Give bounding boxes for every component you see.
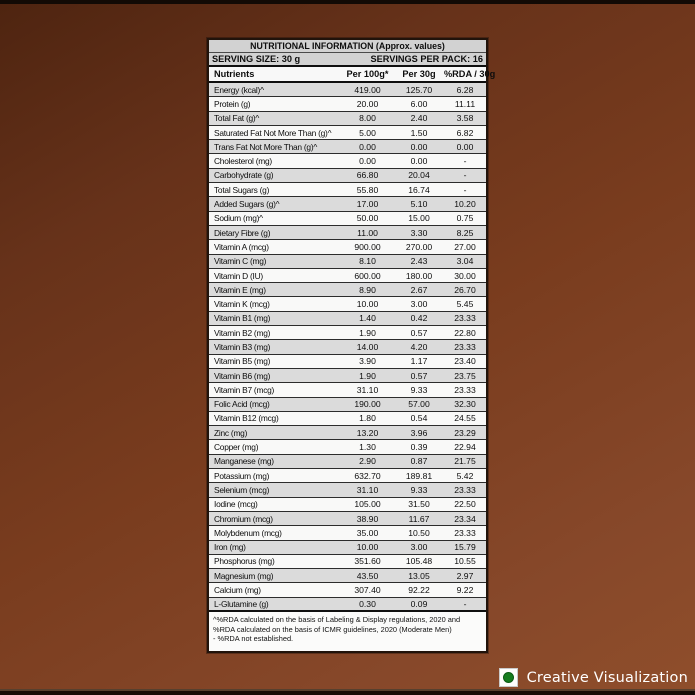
nutrient-name: Vitamin B2 (mg) xyxy=(214,327,271,338)
nutrient-value: 0.00 xyxy=(410,156,428,167)
nutrient-name: Vitamin B5 (mg) xyxy=(214,356,271,367)
nutrient-value: 5.45 xyxy=(456,299,474,310)
nutrient-value: 23.33 xyxy=(454,313,476,324)
nutrient-value: 92.22 xyxy=(408,585,430,596)
nutrient-name: Vitamin B3 (mg) xyxy=(214,341,271,352)
nutrient-value: 22.50 xyxy=(454,499,476,510)
nutrient-value: 13.20 xyxy=(356,427,379,438)
nutrient-value: 900.00 xyxy=(354,241,381,252)
nutrient-name: Vitamin K (mcg) xyxy=(214,299,270,310)
nutrient-value: 10.20 xyxy=(454,199,476,210)
nutrient-value: 3.04 xyxy=(456,256,474,267)
nutrient-value: 14.00 xyxy=(356,341,379,352)
nutrient-name: Total Sugars (g) xyxy=(214,184,270,195)
nutrient-value: 419.00 xyxy=(354,84,381,95)
nutrient-value: 8.25 xyxy=(456,227,474,238)
nutrient-value: 30.00 xyxy=(454,270,476,281)
nutrient-name: Vitamin D (IU) xyxy=(214,270,263,281)
nutrient-value: 38.90 xyxy=(356,513,379,524)
nutrient-value: 3.58 xyxy=(456,113,474,124)
table-row xyxy=(209,154,486,168)
nutrient-name: Selenium (mcg) xyxy=(214,484,270,495)
nutrient-value: 10.55 xyxy=(454,556,476,567)
nutrient-value: 600.00 xyxy=(354,270,381,281)
nutrient-value: 2.43 xyxy=(410,256,428,267)
nutrient-value: 11.00 xyxy=(357,227,378,238)
table-row xyxy=(209,541,486,555)
nutrient-value: 1.50 xyxy=(410,127,428,138)
creative-visualization-badge xyxy=(499,668,688,687)
nutrient-value: 31.10 xyxy=(356,484,379,495)
nutrient-name: Sodium (mg)^ xyxy=(214,213,263,224)
nutrient-name: Iron (mg) xyxy=(214,542,246,553)
badge-label: Creative Visualization xyxy=(526,669,688,686)
table-row xyxy=(209,226,486,240)
nutrient-value: 0.57 xyxy=(410,327,428,338)
table-row xyxy=(209,197,486,211)
nutrient-value: 8.10 xyxy=(359,256,376,267)
footnote xyxy=(209,612,486,651)
nutrient-name: L-Glutamine (g) xyxy=(214,598,269,609)
nutrient-value: 0.42 xyxy=(410,313,428,324)
table-row xyxy=(209,83,486,97)
column-header-per-30g: Per 30g xyxy=(402,69,436,79)
nutrient-name: Manganese (mg) xyxy=(214,456,274,467)
nutrient-value: 0.30 xyxy=(359,598,376,609)
nutrient-value: 55.80 xyxy=(356,184,379,195)
nutrient-name: Molybdenum (mcg) xyxy=(214,527,282,538)
nutrient-value: 0.87 xyxy=(410,456,428,467)
table-row xyxy=(209,426,486,440)
nutrient-value: 1.30 xyxy=(359,442,376,453)
nutrient-name: Vitamin E (mg) xyxy=(214,284,266,295)
nutrient-name: Vitamin B6 (mg) xyxy=(214,370,271,381)
nutrient-value: 351.60 xyxy=(354,556,381,567)
nutrient-name: Energy (kcal)^ xyxy=(214,84,264,95)
nutrient-value: 20.00 xyxy=(356,98,379,109)
nutrient-value: 1.80 xyxy=(359,413,376,424)
table-row xyxy=(209,169,486,183)
nutrient-value: 0.57 xyxy=(410,370,428,381)
nutrient-value: 23.29 xyxy=(454,427,476,438)
nutrient-name: Iodine (mcg) xyxy=(214,499,258,510)
nutrient-name: Magnesium (mg) xyxy=(214,570,274,581)
nutrient-value: 20.04 xyxy=(408,170,430,181)
nutrient-name: Chromium (mcg) xyxy=(214,513,273,524)
veg-symbol-dot xyxy=(503,672,514,683)
table-row xyxy=(209,326,486,340)
column-header-rda: %RDA / 30g xyxy=(444,69,496,79)
nutrient-value: 189.81 xyxy=(405,470,433,481)
nutrient-value: 6.28 xyxy=(456,84,474,95)
nutrient-value: 22.80 xyxy=(454,327,476,338)
serving-size: SERVING SIZE: 30 g xyxy=(212,54,301,64)
nutrient-value: 0.75 xyxy=(456,213,474,224)
nutrient-value: - xyxy=(463,156,467,167)
table-row xyxy=(209,583,486,597)
nutrient-value: 26.70 xyxy=(454,284,476,295)
footnote-not-established: - %RDA not established. xyxy=(213,634,294,644)
nutrient-value: 23.33 xyxy=(454,341,476,352)
nutrient-value: 11.11 xyxy=(454,98,476,109)
nutrient-value: 31.10 xyxy=(356,384,379,395)
nutrient-name: Copper (mg) xyxy=(214,442,259,453)
serving-info-row xyxy=(209,53,486,67)
nutrient-name: Vitamin B12 (mcg) xyxy=(214,413,279,424)
nutrient-name: Vitamin B7 (mcg) xyxy=(214,384,275,395)
nutrient-value: 35.00 xyxy=(356,527,379,538)
table-row xyxy=(209,297,486,311)
nutrient-name: Calcium (mg) xyxy=(214,585,261,596)
nutrient-value: 3.96 xyxy=(410,427,428,438)
nutrient-value: 21.75 xyxy=(454,456,476,467)
nutrient-value: 23.33 xyxy=(454,527,476,538)
table-row xyxy=(209,569,486,583)
nutrient-value: 307.40 xyxy=(354,585,381,596)
table-row xyxy=(209,140,486,154)
table-row xyxy=(209,369,486,383)
nutrient-value: 23.75 xyxy=(454,370,476,381)
nutrient-value: 8.90 xyxy=(359,284,376,295)
table-row xyxy=(209,269,486,283)
nutrient-name: Phosphorus (mg) xyxy=(214,556,275,567)
column-header-row xyxy=(209,67,496,83)
nutrient-value: 105.00 xyxy=(354,499,381,510)
table-row xyxy=(209,283,486,297)
nutrient-value: 1.90 xyxy=(359,370,376,381)
nutrient-value: 0.39 xyxy=(410,442,428,453)
nutrient-name: Saturated Fat Not More Than (g)^ xyxy=(214,127,332,138)
table-row xyxy=(209,383,486,397)
nutrient-value: 4.20 xyxy=(410,341,428,352)
nutrient-value: 105.48 xyxy=(405,556,433,567)
nutrient-value: 0.00 xyxy=(359,156,376,167)
table-row xyxy=(209,498,486,512)
footnote-rda-basis: ^%RDA calculated on the basis of Labeling & Display regulations, 2020 and %RDA calculated on the basis of ICMR guidelines, 2020 (Moderate Men) xyxy=(213,614,461,634)
nutrient-value: 5.00 xyxy=(359,127,376,138)
nutrient-value: 22.94 xyxy=(454,442,476,453)
nutrient-value: 3.90 xyxy=(359,356,376,367)
nutrient-value: 6.82 xyxy=(456,127,474,138)
nutrient-value: 2.40 xyxy=(410,113,428,124)
nutrient-value: 0.54 xyxy=(410,413,428,424)
nutrient-value: 13.05 xyxy=(408,570,430,581)
table-row xyxy=(209,412,486,426)
table-row xyxy=(209,440,486,454)
nutrient-name: Dietary Fibre (g) xyxy=(214,227,271,238)
nutrient-value: 23.33 xyxy=(454,384,476,395)
nutrient-name: Zinc (mg) xyxy=(214,427,248,438)
table-row xyxy=(209,255,486,269)
nutrient-value: 3.00 xyxy=(410,299,428,310)
nutrient-value: 190.00 xyxy=(354,399,381,410)
nutrient-name: Added Sugars (g)^ xyxy=(214,199,280,210)
nutrient-value: - xyxy=(463,184,467,195)
nutrient-value: 1.90 xyxy=(359,327,376,338)
nutrient-value: - xyxy=(463,170,467,181)
nutrient-name: Vitamin C (mg) xyxy=(214,256,267,267)
table-row xyxy=(209,183,486,197)
nutrient-value: 32.30 xyxy=(454,399,476,410)
nutrient-value: 1.40 xyxy=(359,313,376,324)
nutrient-value: - xyxy=(463,598,467,609)
table-row xyxy=(209,512,486,526)
nutrient-value: 16.74 xyxy=(408,184,430,195)
nutrient-value: 50.00 xyxy=(356,213,379,224)
nutrient-value: 57.00 xyxy=(408,399,430,410)
table-row xyxy=(209,340,486,354)
nutrient-value: 3.30 xyxy=(410,227,428,238)
table-row xyxy=(209,126,486,140)
nutrient-value: 43.50 xyxy=(356,570,379,581)
nutrient-value: 24.55 xyxy=(454,413,476,424)
nutrient-value: 0.09 xyxy=(410,598,428,609)
table-row xyxy=(209,398,486,412)
nutrient-value: 66.80 xyxy=(356,170,379,181)
table-row xyxy=(209,555,486,569)
table-title: NUTRITIONAL INFORMATION (Approx. values) xyxy=(209,40,486,53)
nutrient-value: 23.34 xyxy=(454,513,476,524)
table-row xyxy=(209,212,486,226)
nutrient-value: 2.90 xyxy=(359,456,376,467)
nutrient-value: 8.00 xyxy=(359,113,376,124)
nutrient-value: 10.00 xyxy=(356,299,379,310)
column-header-nutrients: Nutrients xyxy=(214,69,255,79)
table-row xyxy=(209,526,486,540)
nutrient-value: 15.79 xyxy=(454,542,476,553)
nutrient-name: Carbohydrate (g) xyxy=(214,170,274,181)
nutrient-value: 0.00 xyxy=(359,141,376,152)
nutrient-name: Folic Acid (mcg) xyxy=(214,399,270,410)
nutrient-value: 125.70 xyxy=(405,84,433,95)
servings-per-pack: SERVINGS PER PACK: 16 xyxy=(370,54,483,64)
nutrient-value: 27.00 xyxy=(454,241,476,252)
nutrient-rows xyxy=(209,83,486,612)
nutrient-value: 0.00 xyxy=(456,141,474,152)
nutrient-value: 10.00 xyxy=(356,542,379,553)
nutrient-name: Vitamin B1 (mg) xyxy=(214,313,271,324)
table-row xyxy=(209,355,486,369)
nutrient-value: 2.67 xyxy=(410,284,428,295)
nutrient-value: 9.33 xyxy=(410,384,428,395)
nutrient-value: 17.00 xyxy=(356,199,379,210)
nutrient-name: Potassium (mg) xyxy=(214,470,270,481)
table-row xyxy=(209,469,486,483)
nutrient-value: 15.00 xyxy=(408,213,430,224)
nutrient-value: 9.22 xyxy=(456,585,474,596)
nutrient-value: 3.00 xyxy=(410,542,428,553)
nutrient-value: 31.50 xyxy=(408,499,430,510)
table-row xyxy=(209,455,486,469)
nutrient-value: 11.67 xyxy=(408,513,430,524)
nutrient-value: 10.50 xyxy=(408,527,430,538)
nutrient-name: Vitamin A (mcg) xyxy=(214,241,269,252)
nutrition-facts-card xyxy=(207,38,496,653)
nutrient-name: Cholesterol (mg) xyxy=(214,156,272,167)
nutrient-name: Protein (g) xyxy=(214,98,251,109)
nutrient-value: 5.42 xyxy=(456,470,474,481)
nutrient-value: 23.40 xyxy=(454,356,476,367)
nutrient-value: 5.10 xyxy=(410,199,428,210)
nutrient-name: Total Fat (g)^ xyxy=(214,113,260,124)
nutrient-value: 1.17 xyxy=(410,356,428,367)
nutrient-value: 270.00 xyxy=(405,241,433,252)
nutrient-value: 6.00 xyxy=(410,98,428,109)
nutrient-name: Trans Fat Not More Than (g)^ xyxy=(214,141,318,152)
table-row xyxy=(209,240,486,254)
table-row xyxy=(209,97,486,111)
table-row xyxy=(209,598,486,612)
column-header-per-100g: Per 100g* xyxy=(346,69,389,79)
bottom-edge-strip xyxy=(0,689,695,695)
top-edge-strip xyxy=(0,0,695,4)
nutrient-value: 180.00 xyxy=(405,270,433,281)
nutrient-value: 9.33 xyxy=(410,484,428,495)
nutrient-value: 632.70 xyxy=(354,470,381,481)
nutrient-value: 2.97 xyxy=(456,570,474,581)
veg-symbol-icon xyxy=(499,668,518,687)
nutrient-value: 0.00 xyxy=(410,141,428,152)
table-row xyxy=(209,483,486,497)
table-row xyxy=(209,112,486,126)
nutrient-value: 23.33 xyxy=(454,484,476,495)
table-row xyxy=(209,312,486,326)
